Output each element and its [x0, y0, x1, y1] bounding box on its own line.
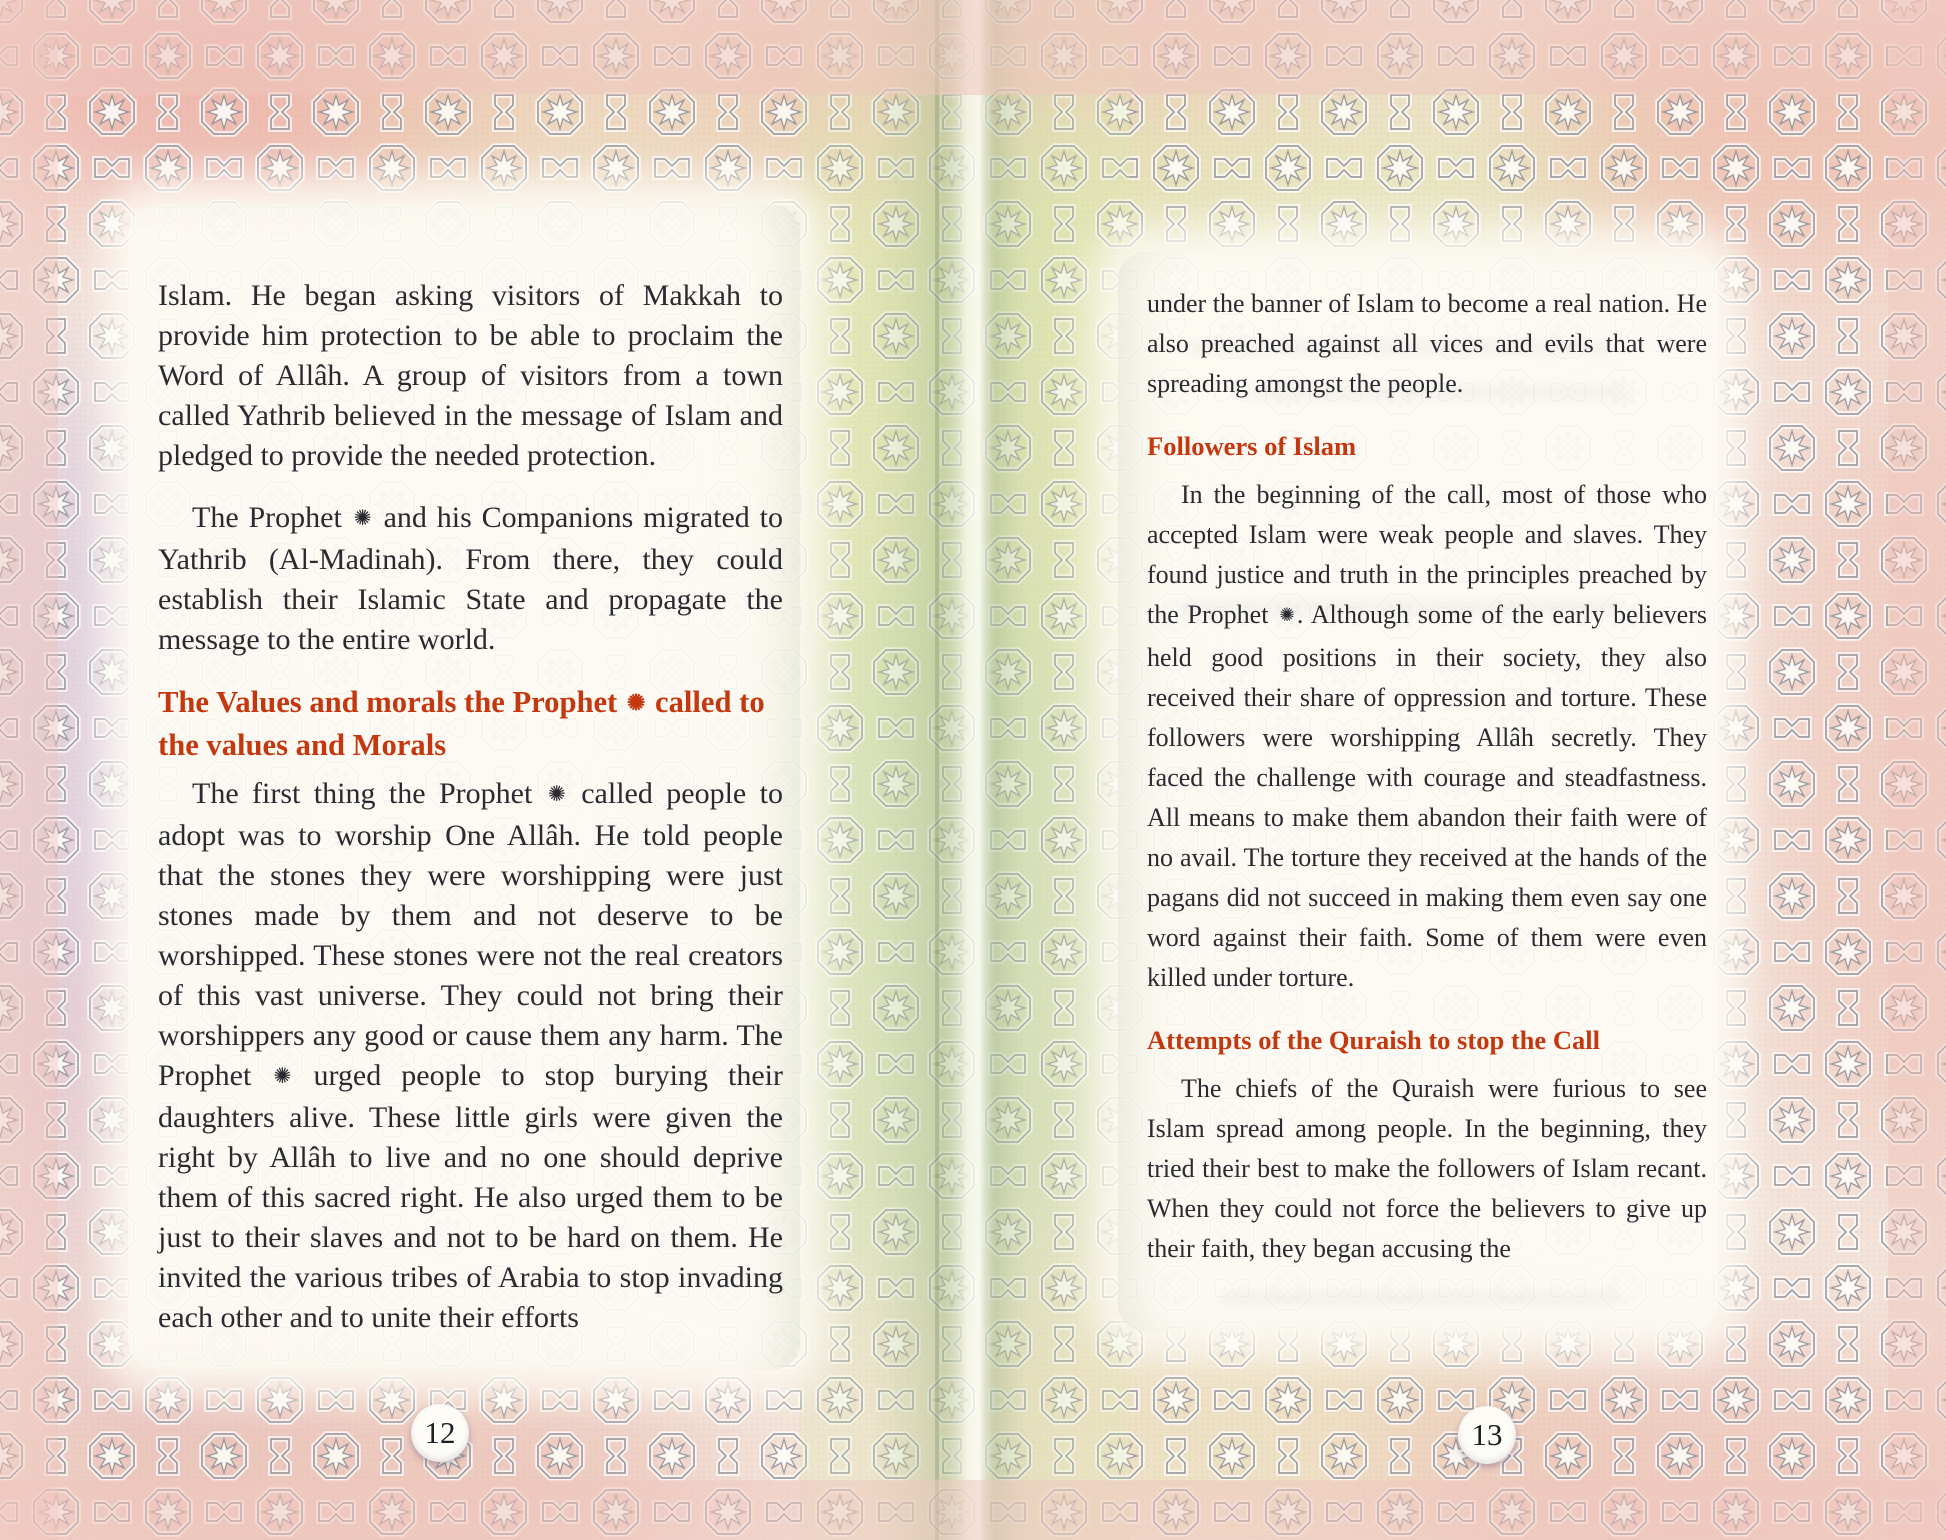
pbuh-calligraphy-symbol: ✺ — [626, 690, 646, 715]
body-paragraph: Islam. He began asking visitors of Makkah to provide him protection to be able to proclaim the Word of Allâh. A group of visitors from a town called Yathrib believed in the message of Islam and pledged to provide the needed protection. — [158, 279, 783, 472]
page-number-left — [411, 1404, 469, 1462]
body-paragraph: The chiefs of the Quraish were furious to see Islam spread among people. In the beginning, they tried their best to make the followers of Islam recant. When they could not force the believers to give up their faith, they began accusing the — [1147, 1074, 1707, 1263]
pbuh-calligraphy-symbol: ✺ — [547, 782, 566, 806]
section-heading: The Values and morals the Prophet ✺ called to the values and Morals — [158, 685, 765, 762]
bleed-through-smudge — [1220, 1290, 1620, 1305]
page-number-right — [1458, 1406, 1516, 1464]
body-paragraph: In the beginning of the call, most of those who accepted Islam were weak people and slaves. They found justice and truth in the principles preached by the Prophet ✺. Although some of the early believers held good positions in their society, they also received their share of oppression and torture. These followers were worshipping Allâh secretly. They faced the challenge with courage and steadfastness. All means to make them abandon their faith were of no avail. The torture they received at the hands of the pagans did not succeed in making them even say one word against their faith. Some of them were even killed under torture. — [1147, 480, 1707, 992]
body-paragraph: The first thing the Prophet ✺ called people to adopt was to worship One Allâh. He told people that the stones they were worshipping were just stones made by them and not deserve to be worshipped. These stones were not the real creators of this vast universe. They could not bring their worshippers any good or cause them any harm. The Prophet ✺ urged people to stop burying their daughters alive. These little girls were given the right by Allâh to live and no one should deprive them of this sacred right. He also urged them to be just to their slaves and not to be hard on them. He invited the various tribes of Arabia to stop invading each other and to unite their efforts — [158, 777, 784, 1334]
body-paragraph: The Prophet ✺ and his Companions migrated to Yathrib (Al-Madinah). From there, they could establish their Islamic State and propagate the message to the entire world. — [158, 501, 783, 656]
left-page-text-column — [158, 276, 783, 1360]
pbuh-calligraphy-symbol: ✺ — [353, 506, 372, 530]
pbuh-calligraphy-symbol: ✺ — [1279, 605, 1295, 626]
page-number-left-value: 12 — [424, 1415, 456, 1450]
section-heading: Followers of Islam — [1147, 431, 1357, 461]
body-paragraph: under the banner of Islam to become a real nation. He also preached against all vices and evils that were spreading amongst the people. — [1147, 289, 1707, 398]
page-number-right-value: 13 — [1471, 1417, 1503, 1452]
section-heading: Attempts of the Quraish to stop the Call — [1147, 1025, 1600, 1055]
pbuh-calligraphy-symbol: ✺ — [273, 1064, 292, 1088]
right-page-text-column — [1147, 284, 1707, 1291]
